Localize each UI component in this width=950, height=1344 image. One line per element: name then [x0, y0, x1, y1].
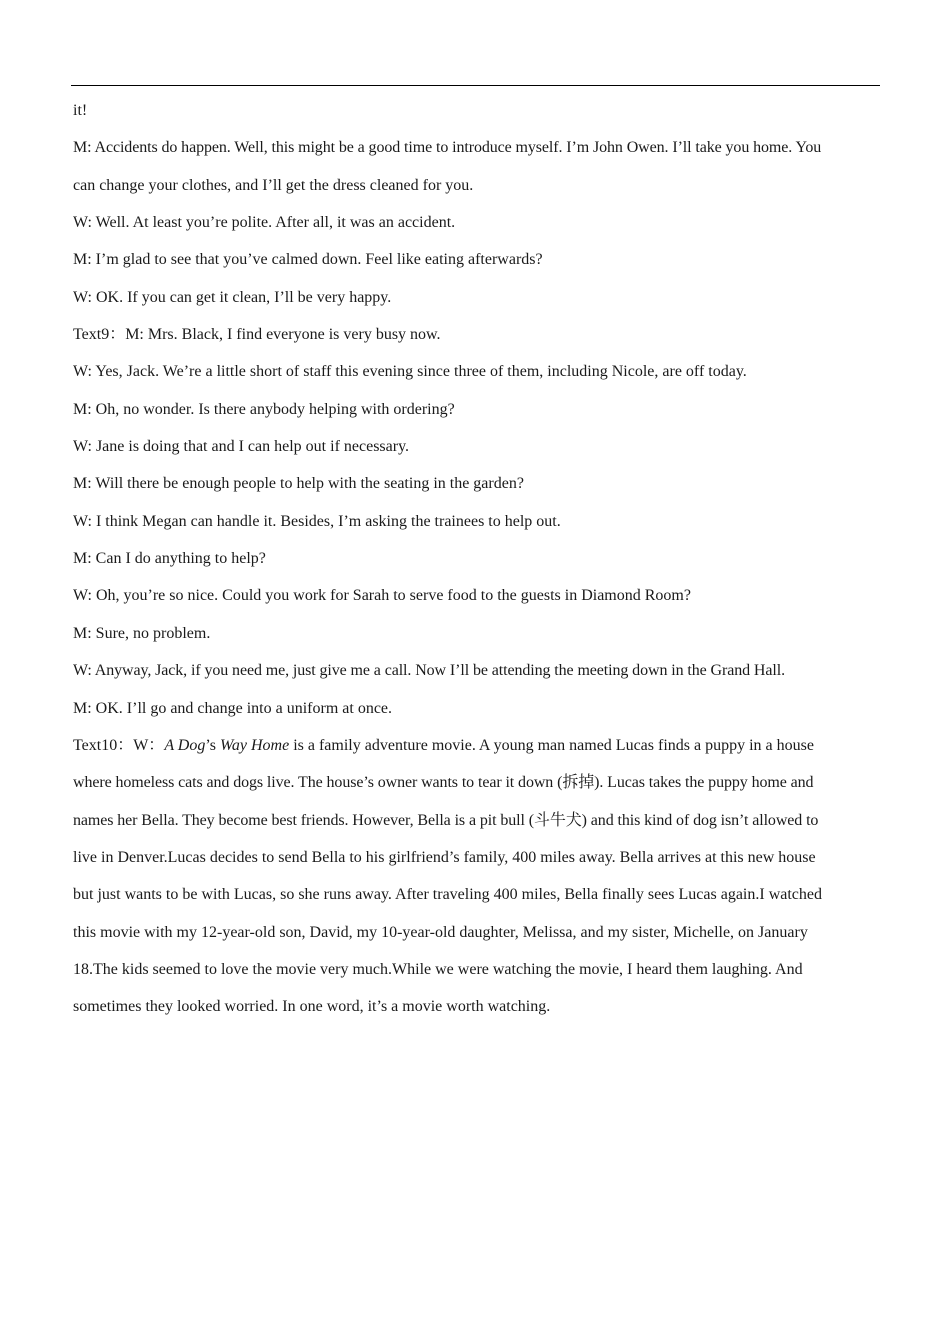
movie-title-part1: A Dog	[164, 736, 206, 754]
text-line: M: Accidents do happen. Well, this might be a good time to introduce myself. I’m John Owen. I’ll take you home. You	[73, 139, 822, 157]
text-line: M: OK. I’ll go and change into a uniform at once.	[73, 699, 393, 717]
text-line: it!	[73, 102, 88, 119]
text-line: sometimes they looked worried. In one word, it’s a movie worth watching.	[73, 998, 551, 1016]
text-line: this movie with my 12-year-old son, David, my 10-year-old daughter, Melissa, and my sister, Michelle, on January	[73, 923, 808, 941]
text-line: W: Anyway, Jack, if you need me, just give me a call. Now I’ll be attending the meeting down in the Grand Hall.	[73, 662, 785, 680]
text-line: 18.The kids seemed to love the movie very much.While we were watching the movie, I heard them laughing. And	[73, 960, 803, 978]
text-line: live in Denver.Lucas decides to send Bella to his girlfriend’s family, 400 miles away. Bella arrives at this new house	[73, 848, 816, 866]
text-line: W: Well. At least you’re polite. After all, it was an accident.	[73, 214, 456, 232]
text10-first-line-rest: is a family adventure movie. A young man named Lucas finds a puppy in a house	[289, 736, 814, 754]
text-line: W: OK. If you can get it clean, I’ll be very happy.	[73, 288, 392, 306]
text-line: but just wants to be with Lucas, so she runs away. After traveling 400 miles, Bella finally sees Lucas again.I watched	[73, 886, 822, 904]
document-body	[73, 92, 879, 1026]
header-rule	[71, 85, 880, 86]
text-line: W: Oh, you’re so nice. Could you work for Sarah to serve food to the guests in Diamond Room?	[73, 587, 691, 605]
text-line: M: Will there be enough people to help with the seating in the garden?	[73, 475, 524, 493]
text-line: Text9：M: Mrs. Black, I find everyone is very busy now.	[73, 326, 441, 344]
text-line: M: Can I do anything to help?	[73, 550, 266, 568]
text-line: can change your clothes, and I’ll get the dress cleaned for you.	[73, 176, 474, 194]
movie-title-part2: Way Home	[220, 736, 290, 754]
text-line: W: Yes, Jack. We’re a little short of staff this evening since three of them, including Nicole, are off today.	[73, 363, 747, 381]
text-line: M: Sure, no problem.	[73, 624, 211, 642]
text-line: M: I’m glad to see that you’ve calmed down. Feel like eating afterwards?	[73, 251, 543, 269]
movie-title-apostrophe: ’s	[205, 736, 217, 754]
text10-first-line	[73, 727, 879, 764]
text-line: W: I think Megan can handle it. Besides, I’m asking the trainees to help out.	[73, 512, 561, 530]
text-line: M: Oh, no wonder. Is there anybody helping with ordering?	[73, 400, 455, 418]
text-line: W: Jane is doing that and I can help out if necessary.	[73, 438, 410, 456]
text-line: names her Bella. They become best friends. However, Bella is a pit bull (斗牛犬) and this kind of dog isn’t allowed to	[73, 811, 819, 829]
text-line: where homeless cats and dogs live. The house’s owner wants to tear it down (拆掉). Lucas takes the puppy home and	[73, 774, 814, 792]
text10-prefix: Text10：W：	[73, 736, 165, 754]
